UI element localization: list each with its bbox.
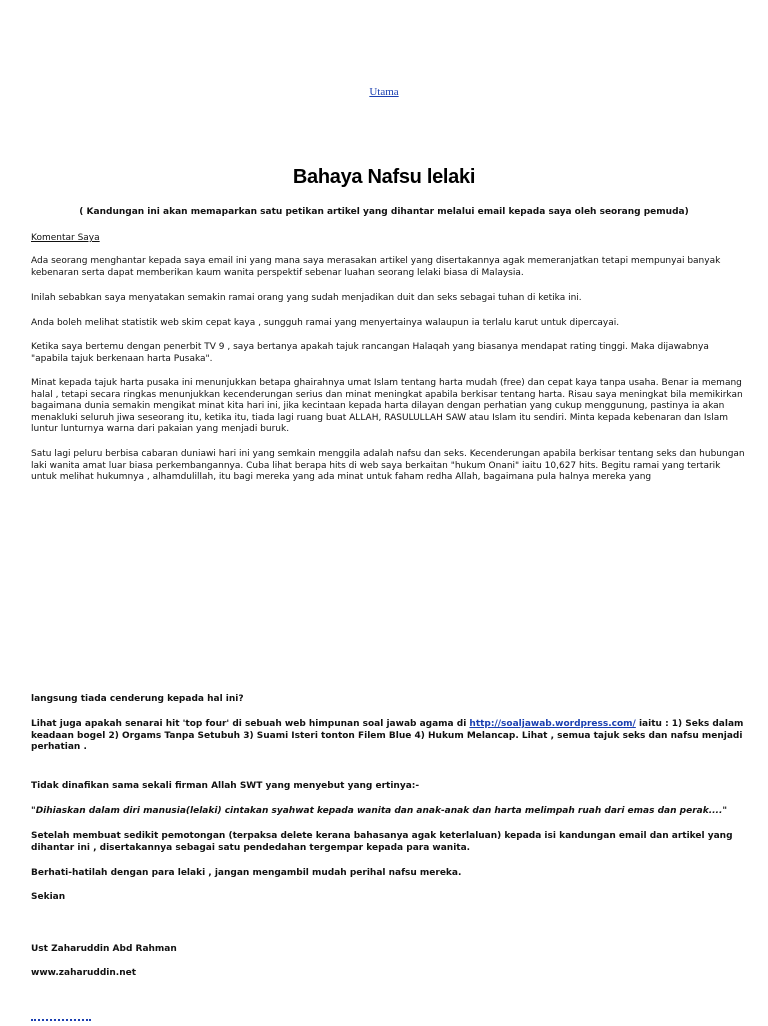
comment-label: Komentar Saya — [31, 233, 100, 243]
article-subtitle: ( Kandungan ini akan memaparkan satu petikan artikel yang dihantar melalui email kepada saya oleh seorang pemuda) — [79, 207, 689, 217]
paragraph-tv9: Ketika saya bertemu dengan penerbit TV 9 , saya bertanya apakah tajuk rancangan Halaqah yang biasanya mendapat rating tinggi. Maka dijawabnya "apabila tajuk berkenaan harta Pusaka". — [31, 342, 709, 364]
paragraph-warning: Berhati-hatilah dengan para lelaki , jangan mengambil mudah perihal nafsu mereka. — [31, 868, 462, 878]
paragraph-lust: Satu lagi peluru berbisa cabaran duniawi hari ini yang semkain menggila adalah nafsu dan seks. Kecenderungan apabila berkisar tentang seks dan hubungan laki wanita amat luar biasa perkembangannya. Cuba lihat berapa hits di web saya berkaitan "hukum Onani" iaitu 10,627 hits. Begitu ramai yang tertarik untuk melihat hukumnya , alhamdulillah, itu bagi mereka yang ada minat untuk faham redha Allah, bagaimana pula halnya mereka yang — [31, 449, 745, 482]
home-link-row — [0, 86, 768, 98]
paragraph-inheritance: Minat kepada tajuk harta pusaka ini menunjukkan betapa ghairahnya umat Islam tentang harta mudah (free) dan cepat kaya tanpa usaha. Benar ia memang halal , tetapi secara ringkas menunjukkan kecenderungan serius dan minat meningkat apabila berkisar tentang harta. Risau saya meningkat bila memikirkan bagaimana dunia semakin mengikat minat kita hari ini, jika kecintaan kepada harta dilayan dengan perhatian yang cukup menggunung, pastinya ia akan menakluki seluruh jiwa seseorang itu, ketika itu, tiada lagi ruang buat ALLAH, RASULULLAH SAW atau Islam itu sendiri. Minta kepada kebenaran dan Islam luntur lunturnya warna dari pakaian yang menjadi buruk. — [31, 378, 743, 434]
cut-off-link — [31, 1019, 91, 1026]
paragraph-get-rich: Anda boleh melihat statistik web skim cepat kaya , sungguh ramai yang menyertainya walaupun ia terlalu karut untuk dipercayai. — [31, 318, 620, 328]
verse-quote: "Dihiaskan dalam diri manusia(lelaki) cintakan syahwat kepada wanita dan anak-anak dan harta melimpah ruah dari emas dan perak...." — [31, 806, 728, 816]
soaljawab-link[interactable]: http://soaljawab.wordpress.com/ — [469, 719, 636, 729]
see-also-text: Lihat juga apakah senarai hit 'top four' di sebuah web himpunan soal jawab agama di — [31, 719, 470, 729]
see-also-list: iaitu : 1) Seks dalam keadaan bogel 2) Orgams Tanpa Setubuh 3) Suami Isteri tonton Filem Blue 4) Hukum Melancap. Lihat , semua tajuk seks dan nafsu menjadi perhatian . — [31, 719, 744, 752]
article-title: Bahaya Nafsu lelaki — [292, 166, 476, 188]
paragraph-editing-note: Setelah membuat sedikit pemotongan (terpaksa delete kerana bahasanya agak keterlaluan) kepada isi kandungan email dan artikel yang dihantar ini , disertakannya sebagai satu pendedahan tergempar kepada para wanita. — [31, 831, 733, 853]
home-link[interactable]: Utama — [369, 86, 399, 98]
verse-intro: Tidak dinafikan sama sekali firman Allah SWT yang menyebut yang ertinya:- — [31, 781, 420, 791]
paragraph-see-also — [31, 719, 746, 754]
author-website: www.zaharuddin.net — [31, 968, 137, 978]
paragraph-money-sex: Inilah sebabkan saya menyatakan semakin ramai orang yang sudah menjadikan duit dan seks sebagai tuhan di ketika ini. — [31, 293, 582, 303]
paragraph-question: langsung tiada cenderung kepada hal ini? — [31, 694, 244, 704]
paragraph-intro: Ada seorang menghantar kepada saya email ini yang mana saya merasakan artikel yang disertakannya agak memeranjatkan tetapi mempunyai banyak kebenaran serta dapat memberikan kaum wanita perspektif sebenar luahan seorang lelaki biasa di Malaysia. — [31, 256, 721, 278]
author-name: Ust Zaharuddin Abd Rahman — [31, 944, 177, 954]
paragraph-sekian: Sekian — [31, 892, 66, 902]
